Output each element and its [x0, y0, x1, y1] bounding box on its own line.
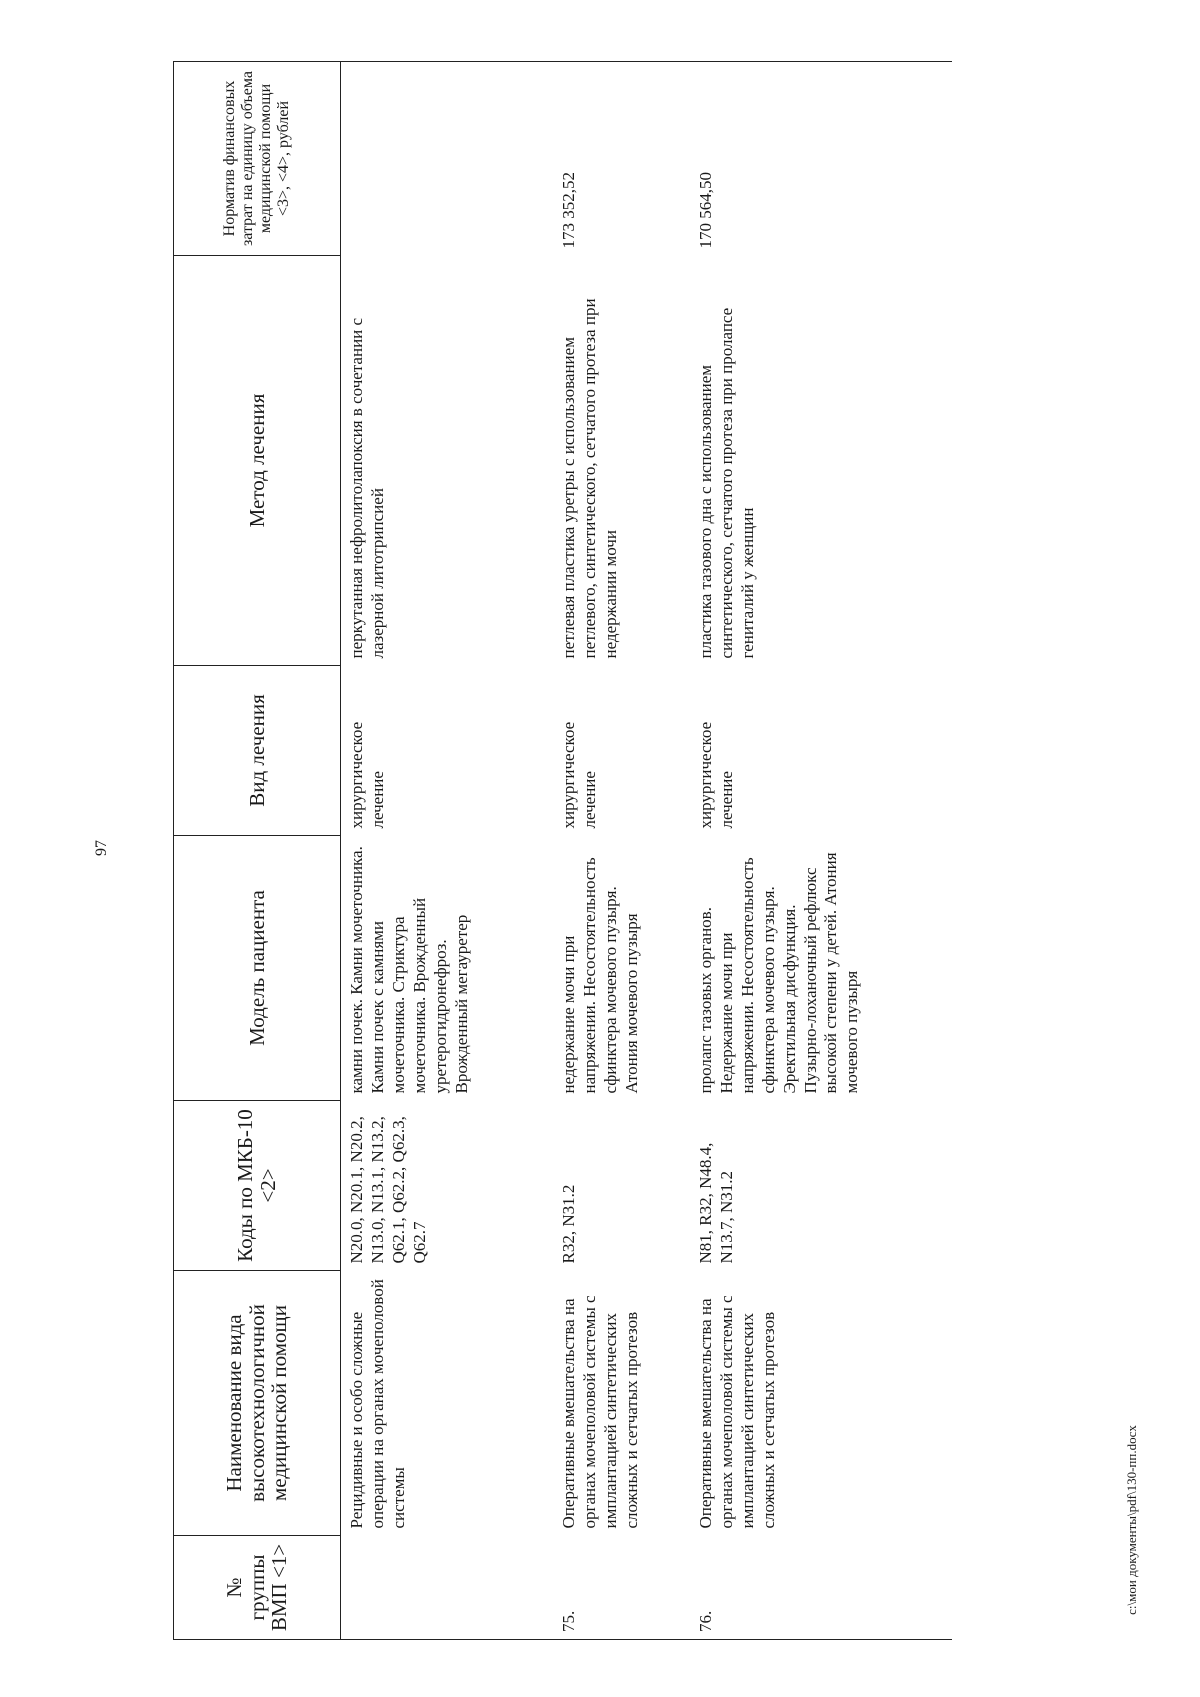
cell-codes: N81, R32, N48.4, N13.7, N31.2: [696, 1142, 736, 1264]
header-cost-standard: Норматив финансовых затрат на единицу объема медицинской помощи <3>, <4>, рублей: [174, 62, 341, 256]
cell-name: Оперативные вмешательства на органах мочеполовой системы с имплантацией синтетических сложных и сетчатых протезов: [696, 1295, 778, 1529]
cell-group: [341, 1536, 554, 1640]
table-row: [553, 62, 690, 1640]
rotated-table-container: [173, 62, 1178, 1640]
cell-method: петлевая пластика уретры с использованием петлевого, синтетического, сетчатого протеза при недержании мочи: [559, 298, 620, 659]
cell-model: пролапс тазовых органов. Недержание мочи при напряжении. Несостоятельность сфинктера мочевого пузыря. Эректильная дисфункция. Пузырно-лоханочный рефлюкс высокой степени у детей. Атония мочевого пузыря: [696, 852, 862, 1094]
table-header: [174, 62, 341, 1640]
cell-cost: [341, 62, 554, 256]
cell-codes: R32, N31.2: [559, 1184, 578, 1264]
header-group-number: № группы ВМП <1>: [174, 1536, 341, 1640]
cell-model: недержание мочи при напряжении. Несостоятельность сфинктера мочевого пузыря. Атония мочевого пузыря: [559, 857, 641, 1094]
cell-type: хирургическое лечение: [696, 721, 736, 829]
header-patient-model: Модель пациента: [174, 836, 341, 1101]
cell-type: хирургическое лечение: [347, 721, 387, 829]
vmp-table: [173, 61, 952, 1640]
cell-codes: N20.0, N20.1, N20.2, N13.0, N13.1, N13.2, Q62.1, Q62.2, Q62.3, Q62.7: [347, 1116, 429, 1264]
header-treatment-method: Метод лечения: [174, 256, 341, 666]
header-treatment-type: Вид лечения: [174, 666, 341, 836]
cell-type: хирургическое лечение: [559, 721, 599, 829]
file-path-footer: c:\мои документы\pdf\130-пп.docx: [1124, 1425, 1139, 1615]
cell-group: 75.: [553, 1536, 690, 1640]
page-number: 97: [93, 840, 110, 856]
cell-name: Оперативные вмешательства на органах мочеполовой системы с имплантацией синтетических сложных и сетчатых протезов: [559, 1295, 641, 1529]
cell-method: пластика тазового дна с использованием синтетического, сетчатого протеза при пролапсе гениталий у женщин: [696, 307, 757, 659]
cell-cost: 173 352,52: [553, 62, 690, 256]
table-row: [341, 62, 554, 1640]
header-icd-codes: Коды по МКБ-10 <2>: [174, 1101, 341, 1271]
cell-model: камни почек. Камни мочеточника. Камни почек с камнями мочеточника. Стриктура мочеточника. Врожденный уретерогидронефроз. Врожденный мегауретер: [347, 846, 471, 1094]
cell-name: Рецидивные и особо сложные операции на органах мочеполовой системы: [347, 1279, 408, 1529]
cell-cost: 170 564,50: [690, 62, 952, 256]
cell-group: 76.: [690, 1536, 952, 1640]
header-vmp-name: Наименование вида высокотехнологичной медицинской помощи: [174, 1271, 341, 1536]
cell-method: перкутанная нефролитолапоксия в сочетании с лазерной литотрипсией: [347, 317, 387, 659]
table-row: [690, 62, 952, 1640]
